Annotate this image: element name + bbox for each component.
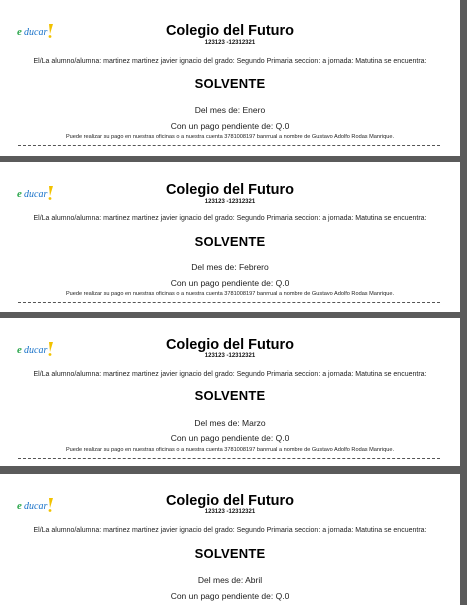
pending-amount: Con un pago pendiente de: Q.0 — [170, 121, 290, 131]
student-info: El/La alumno/alumna: martinez martinez javier ignacio del grado: Segundo Primaria seccion: a jornada: Matutina se encuentra: — [33, 58, 427, 65]
svg-text:e: e — [17, 344, 22, 356]
student-info: El/La alumno/alumna: martinez martinez javier ignacio del grado: Segundo Primaria seccion: a jornada: Matutina se encuentra: — [33, 215, 427, 222]
student-info: El/La alumno/alumna: martinez martinez javier ignacio del grado: Segundo Primaria seccion: a jornada: Matutina se encuentra: — [33, 371, 427, 378]
pending-amount: Con un pago pendiente de: Q.0 — [170, 591, 290, 601]
pending-amount: Con un pago pendiente de: Q.0 — [170, 433, 290, 443]
school-phones: 123123 -12312321 — [204, 40, 256, 46]
month-label: Del mes de: Febrero — [191, 262, 269, 272]
student-info: El/La alumno/alumna: martinez martinez javier ignacio del grado: Segundo Primaria seccion: a jornada: Matutina se encuentra: — [33, 527, 427, 534]
status-badge: SOLVENTE — [194, 234, 266, 249]
status-badge: SOLVENTE — [194, 388, 266, 403]
payment-note: Puede realizar su pago en nuestras oficinas o a nuestra cuenta 3781008197 banrrual a nombre de Gustavo Adolfo Rodas Manrique. — [65, 447, 395, 453]
month-label: Del mes de: Abril — [197, 575, 263, 585]
school-phones: 123123 -12312321 — [204, 509, 256, 515]
svg-text:e: e — [17, 500, 22, 512]
month-label: Del mes de: Enero — [194, 105, 266, 115]
svg-text:ducar: ducar — [24, 345, 48, 356]
school-phones: 123123 -12312321 — [204, 199, 256, 205]
school-name: Colegio del Futuro — [165, 23, 295, 39]
svg-text:ducar: ducar — [24, 189, 48, 200]
receipt-page — [0, 474, 460, 605]
payment-note: Puede realizar su pago en nuestras oficinas o a nuestra cuenta 3781008197 banrrual a nombre de Gustavo Adolfo Rodas Manrique. — [65, 134, 395, 140]
month-label: Del mes de: Marzo — [194, 418, 266, 428]
cut-line — [18, 458, 440, 459]
receipt-page — [0, 162, 460, 312]
cut-line — [18, 145, 440, 146]
receipt-page — [0, 0, 460, 156]
receipt-page — [0, 318, 460, 466]
svg-text:e: e — [17, 188, 22, 200]
school-name: Colegio del Futuro — [165, 493, 295, 509]
school-name: Colegio del Futuro — [165, 182, 295, 198]
payment-note: Puede realizar su pago en nuestras oficinas o a nuestra cuenta 3781008197 banrrual a nombre de Gustavo Adolfo Rodas Manrique. — [65, 291, 395, 297]
svg-text:ducar: ducar — [24, 27, 48, 38]
status-badge: SOLVENTE — [194, 76, 266, 91]
pending-amount: Con un pago pendiente de: Q.0 — [170, 278, 290, 288]
school-phones: 123123 -12312321 — [204, 353, 256, 359]
school-name: Colegio del Futuro — [165, 337, 295, 353]
status-badge: SOLVENTE — [194, 546, 266, 561]
cut-line — [18, 302, 440, 303]
svg-text:e: e — [17, 26, 22, 38]
svg-text:ducar: ducar — [24, 501, 48, 512]
